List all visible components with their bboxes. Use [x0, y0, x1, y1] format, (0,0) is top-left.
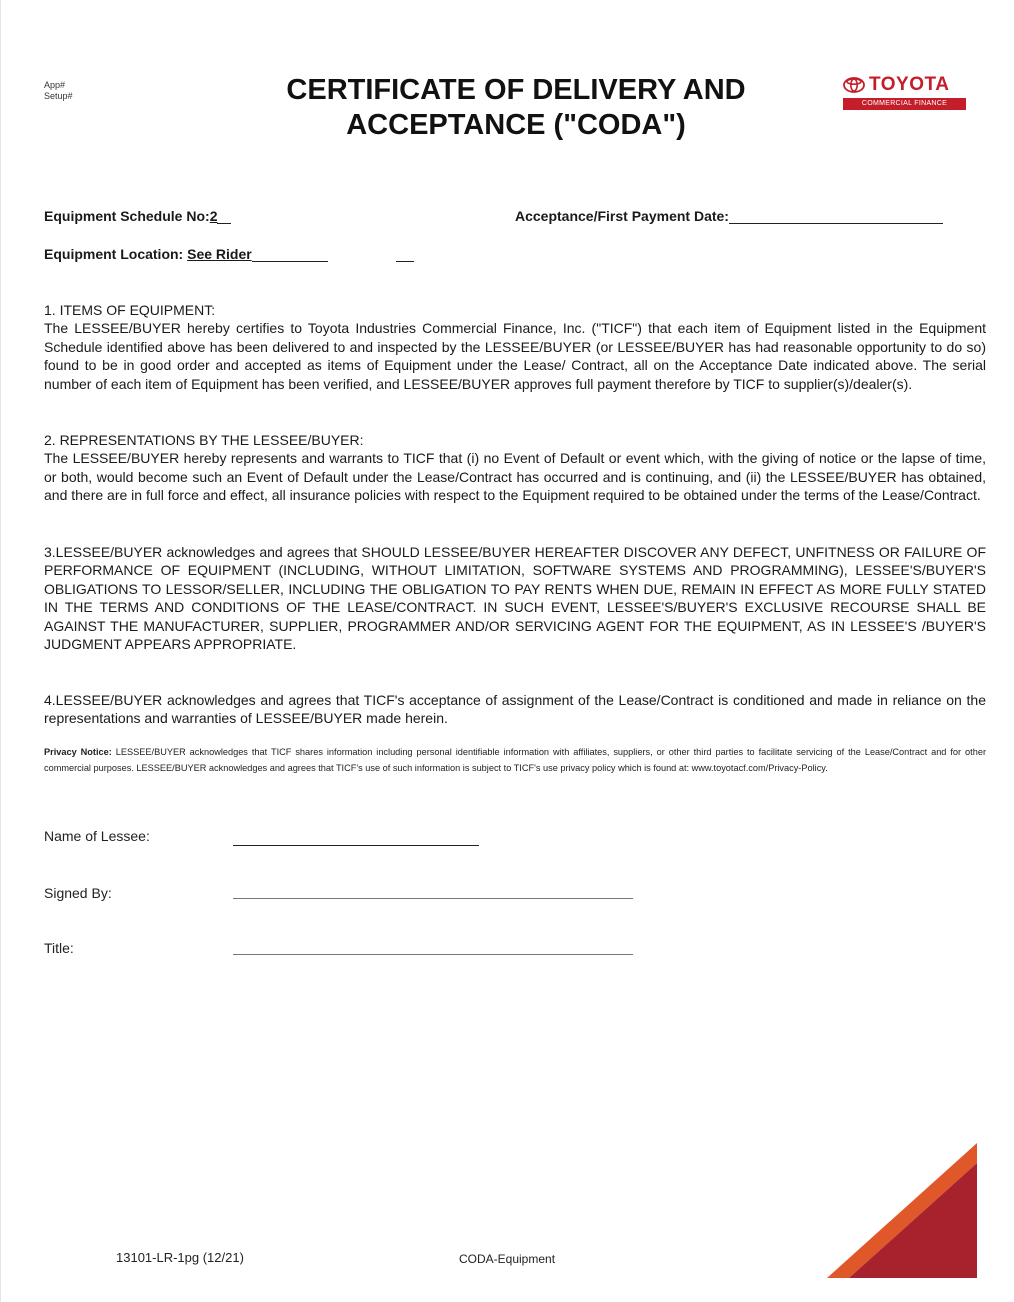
- app-label: App#: [44, 80, 66, 90]
- title-label: Title:: [44, 940, 74, 956]
- setup-label: Setup#: [44, 91, 73, 101]
- title-line-2: ACCEPTANCE ("CODA"): [346, 109, 686, 141]
- section-acknowledgement-defects: [44, 543, 986, 653]
- schedule-value: 2: [209, 208, 218, 224]
- section-4-body: 4.LESSEE/BUYER acknowledges and agrees that TICF's acceptance of assignment of the Lease/Contract is conditioned and made in reliance on the representations and warranties of LESSEE/BUYER made herein.: [44, 692, 986, 727]
- acceptance-date-field: [515, 208, 943, 224]
- name-of-lessee-label: Name of Lessee:: [44, 828, 150, 844]
- toyota-logo: [843, 74, 966, 112]
- section-3-body: 3.LESSEE/BUYER acknowledges and agrees that SHOULD LESSEE/BUYER HEREAFTER DISCOVER ANY DEFECT, UNFITNESS OR FAILURE OF PERFORMANCE OF EQUIPMENT (INCLUDING, WITHOUT LIMITATION, SOFTWARE SYSTEMS AND PROGRAMMING), LESSEE'S/BUYER'S OBLIGATIONS TO LESSOR/SELLER, INCLUDING THE OBLIGATION TO PAY RENTS WHEN DUE, REMAIN IN EFFECT AS MORE FULLY STATED IN THE TERMS AND CONDITIONS OF THE LEASE/CONTRACT. IN SUCH EVENT, LESSEE'S/BUYER'S EXCLUSIVE RECOURSE SHALL BE AGAINST THE MANUFACTURER, SUPPLIER, PROGRAMMER AND/OR SERVICING AGENT FOR THE EQUIPMENT, AS IN LESSEE'S /BUYER'S JUDGMENT APPEARS APPROPRIATE.: [44, 544, 986, 653]
- schedule-field: [44, 208, 231, 224]
- section-1-heading: 1. ITEMS OF EQUIPMENT:: [44, 302, 216, 318]
- section-items-of-equipment: [44, 301, 986, 393]
- form-code: 13101-LR-1pg (12/21): [116, 1250, 244, 1265]
- title-line-1: CERTIFICATE OF DELIVERY AND: [286, 74, 746, 106]
- corner-graphic: [827, 1143, 977, 1278]
- signed-by-label: Signed By:: [44, 885, 112, 901]
- name-of-lessee-line[interactable]: [233, 827, 479, 846]
- section-2-body: The LESSEE/BUYER hereby represents and warrants to TICF that (i) no Event of Default or event which, with the giving of notice or the lapse of time, or both, would become such an Event of Default under the Lease/Contract has occurred and is continuing, and (ii) the LESSEE/BUYER has obtained, and there are in full force and effect, all insurance policies with respect to the Equipment required to be obtained under the terms of the Lease/Contract.: [44, 450, 986, 504]
- section-acknowledgement-assignment: [44, 691, 986, 728]
- schedule-underline: [217, 223, 231, 224]
- privacy-label: Privacy Notice:: [44, 747, 112, 757]
- section-2-heading: 2. REPRESENTATIONS BY THE LESSEE/BUYER:: [44, 432, 364, 448]
- location-extra-line: [396, 261, 414, 262]
- section-1-body: The LESSEE/BUYER hereby certifies to Toyota Industries Commercial Finance, Inc. ("TICF") that each item of Equipment listed in the Equipment Schedule identified above has been delivered to and inspected by the LESSEE/BUYER (or LESSEE/BUYER has had reasonable opportunity to do so) found to be in good order and accepted as items of Equipment under the Lease/ Contract, all on the Acceptance Date indicated above. The serial number of each item of Equipment has been verified, and LESSEE/BUYER approves full payment therefore by TICF to supplier(s)/dealer(s).: [44, 320, 986, 392]
- title-line[interactable]: [233, 936, 633, 955]
- location-value: See Rider: [187, 246, 252, 262]
- logo-wordmark: TOYOTA: [869, 74, 950, 95]
- location-field: [44, 246, 414, 262]
- acceptance-date-line[interactable]: [729, 223, 943, 224]
- section-representations: [44, 431, 986, 505]
- form-name: CODA-Equipment: [459, 1252, 556, 1266]
- schedule-label: Equipment Schedule No:: [44, 208, 210, 224]
- acceptance-date-label: Acceptance/First Payment Date:: [515, 208, 729, 224]
- location-underline: [252, 261, 328, 262]
- logo-subtitle: COMMERCIAL FINANCE: [843, 98, 966, 110]
- signed-by-line[interactable]: [233, 880, 633, 899]
- location-label: Equipment Location:: [44, 246, 184, 262]
- app-setup-ids: [44, 80, 73, 102]
- document-title: [231, 73, 801, 143]
- toyota-emblem-icon: [843, 77, 865, 93]
- privacy-notice: [44, 745, 986, 776]
- privacy-text: LESSEE/BUYER acknowledges that TICF shares information including personal identifiable information with affiliates, suppliers, or other third parties to facilitate servicing of the Lease/Contract and for other commercial purposes. LESSEE/BUYER acknowledges and agrees that TICF's use of such information is subject to TICF's use privacy policy which is found at: www.toyotacf.com/Privacy-Policy.: [44, 747, 986, 773]
